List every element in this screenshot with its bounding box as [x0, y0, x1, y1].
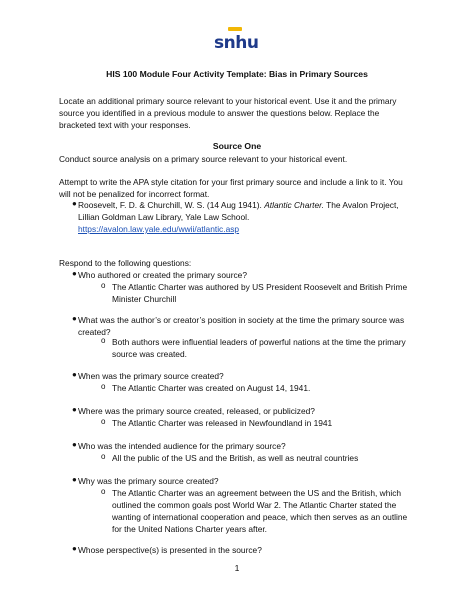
logo-accent-bar	[228, 27, 242, 31]
sub-bullet-icon: o	[101, 417, 106, 426]
citation-text	[78, 199, 413, 235]
source-one-heading: Source One	[212, 141, 262, 151]
answer-2: Both authors were influential leaders of powerful nations at the time the primary source was created.	[112, 337, 406, 359]
question-5: Who was the intended audience for the primary source?	[78, 441, 286, 451]
question-6: Why was the primary source created?	[78, 476, 219, 486]
bullet-icon: ●	[72, 475, 77, 484]
sub-bullet-icon: o	[101, 382, 106, 391]
citation-lead: Roosevelt, F. D. & Churchill, W. S. (14 Aug 1941).	[78, 200, 262, 210]
citation-link[interactable]: https://avalon.law.yale.edu/wwii/atlantic.asp	[78, 224, 240, 234]
question-3: When was the primary source created?	[78, 371, 224, 381]
sub-bullet-icon: o	[101, 487, 106, 496]
answer-5: All the public of the US and the British, as well as neutral countries	[112, 453, 359, 463]
bullet-icon: ●	[72, 199, 77, 208]
citation-work: Atlantic Charter.	[264, 200, 324, 210]
citation-rest: The Avalon Project, Lillian Goldman Law Library, Yale Law School.	[78, 200, 399, 222]
source-one-instruction: Conduct source analysis on a primary source relevant to your historical event.	[59, 154, 348, 164]
logo-text: snhu	[214, 33, 259, 53]
bullet-icon: ●	[72, 544, 77, 553]
question-2: What was the author’s or creator’s position in society at the time the primary source was created?	[78, 315, 405, 337]
bullet-icon: ●	[72, 314, 77, 323]
question-1: Who authored or created the primary source?	[78, 270, 247, 280]
answer-1: The Atlantic Charter was authored by US President Roosevelt and British Prime Minister Churchill	[112, 282, 408, 304]
bullet-icon: ●	[72, 440, 77, 449]
question-7: Whose perspective(s) is presented in the source?	[78, 545, 262, 555]
page-number: 1	[234, 563, 240, 573]
sub-bullet-icon: o	[101, 281, 106, 290]
page-title: HIS 100 Module Four Activity Template: Bias in Primary Sources	[106, 69, 368, 79]
sub-bullet-icon: o	[101, 452, 106, 461]
snhu-logo	[214, 33, 258, 53]
bullet-icon: ●	[72, 269, 77, 278]
answer-6: The Atlantic Charter was an agreement between the US and the British, which outlined the common goals post World War 2. The Atlantic Charter stated the wanting of international cooperation and peace, which then serves as an outline for the United Nations Charter years after.	[112, 488, 408, 534]
citation-instruction: Attempt to write the APA style citation for your first primary source and include a link to it. You will not be penalized for incorrect format.	[59, 177, 403, 199]
sub-bullet-icon: o	[101, 336, 106, 345]
intro-paragraph: Locate an additional primary source relevant to your historical event. Use it and the primary source you identified in a previous module to answer the questions below. Replace the bracketed text with your responses.	[59, 96, 397, 130]
question-4: Where was the primary source created, released, or publicized?	[78, 406, 315, 416]
bullet-icon: ●	[72, 370, 77, 379]
answer-4: The Atlantic Charter was released in Newfoundland in 1941	[112, 418, 333, 428]
bullet-icon: ●	[72, 405, 77, 414]
respond-label: Respond to the following questions:	[59, 258, 192, 268]
answer-3: The Atlantic Charter was created on August 14, 1941.	[112, 383, 311, 393]
